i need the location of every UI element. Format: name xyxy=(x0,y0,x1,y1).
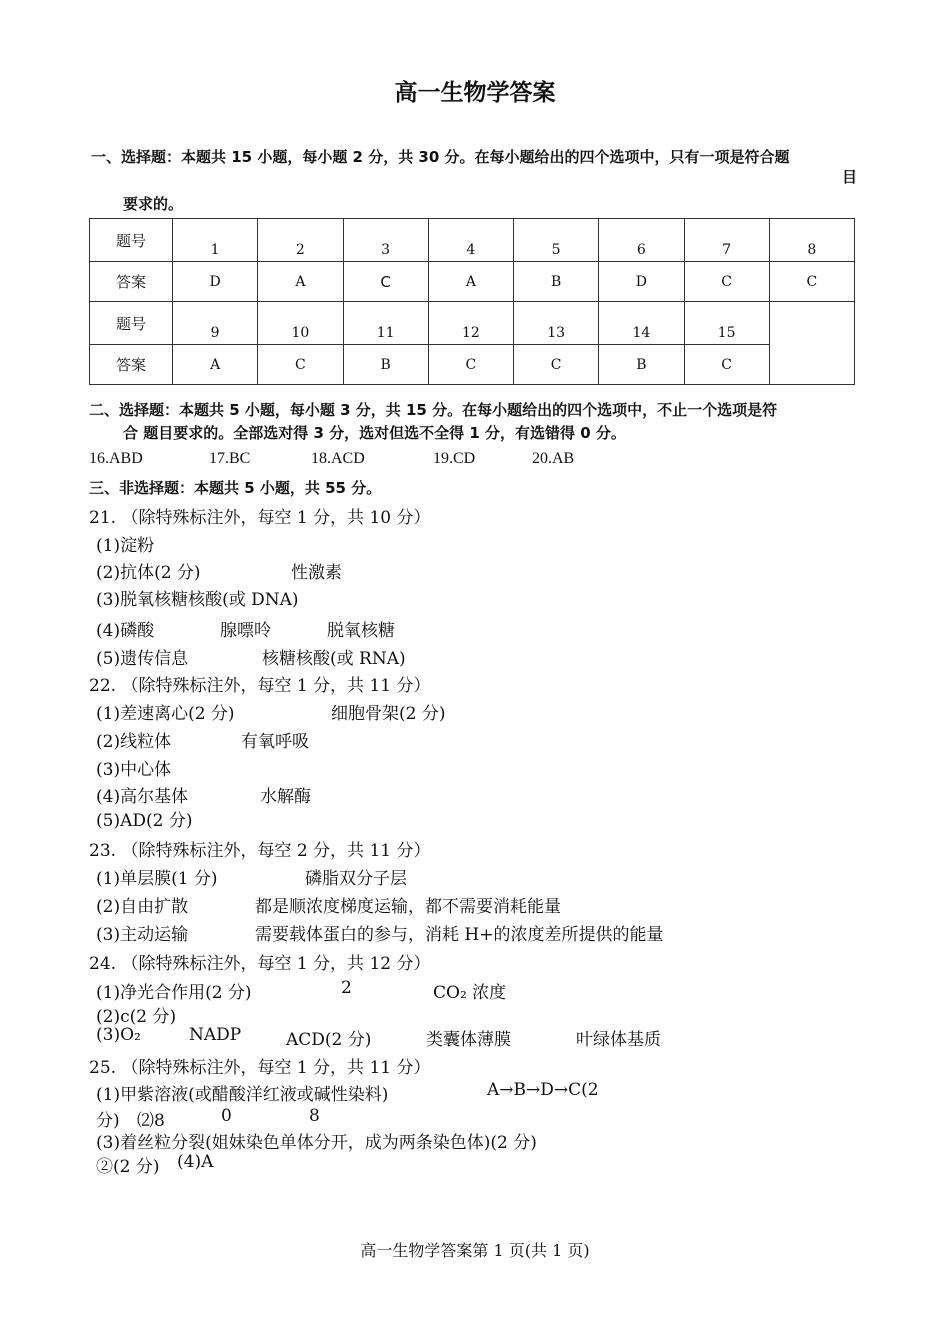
answer-cell: D xyxy=(173,262,258,302)
q22-head: 22. （除特殊标注外，每空 1 分，共 11 分） xyxy=(89,676,431,696)
q23-line: (2)自由扩散 xyxy=(96,897,189,917)
question-number: 9 xyxy=(173,302,258,345)
q21-line: (5)遗传信息 xyxy=(96,649,189,669)
mc-answer: 17.BC xyxy=(209,450,251,467)
q21-line: 性激素 xyxy=(291,563,342,583)
answer-cell: B xyxy=(343,345,428,385)
q22-line: (2)线粒体 xyxy=(96,732,172,752)
section1-line2: 要求的。 xyxy=(123,195,184,213)
mc-answer: 20.AB xyxy=(532,450,575,467)
section2-line1: 二、选择题：本题共 5 小题，每小题 3 分，共 15 分。在每小题给出的四个选项中，不止一个选项是符 xyxy=(89,401,778,419)
answer-cell: C xyxy=(428,345,513,385)
q23-line: 磷脂双分子层 xyxy=(305,869,407,889)
answer-cell: A xyxy=(428,262,513,302)
table-row xyxy=(90,302,855,345)
answer-cell: D xyxy=(599,262,684,302)
q24-line: (1)净光合作用(2 分) xyxy=(96,983,252,1003)
question-number: 7 xyxy=(684,219,769,262)
q21-line: (4)磷酸 xyxy=(96,621,155,641)
row-label: 答案 xyxy=(90,262,173,302)
q24-head: 24. （除特殊标注外，每空 1 分，共 12 分） xyxy=(89,954,431,974)
q23-line: (1)单层膜(1 分) xyxy=(96,869,218,889)
section1-line1: 一、选择题：本题共 15 小题，每小题 2 分，共 30 分。在每小题给出的四个选项中，只有一项是符合题 xyxy=(91,148,790,166)
q22-line: (1)差速离心(2 分) xyxy=(96,704,235,724)
answer-cell: C xyxy=(258,345,343,385)
section3-header: 三、非选择题：本题共 5 小题，共 55 分。 xyxy=(89,479,382,497)
q23-line: (3)主动运输 xyxy=(96,925,189,945)
page-footer: 高一生物学答案第 1 页(共 1 页) xyxy=(360,1241,590,1260)
q25-line: A→B→D→C(2 xyxy=(487,1080,599,1100)
q25-line: 0 xyxy=(221,1106,232,1126)
answer-cell: C xyxy=(684,262,769,302)
table-row xyxy=(90,219,855,262)
answer-cell: B xyxy=(599,345,684,385)
q23-head: 23. （除特殊标注外，每空 2 分，共 11 分） xyxy=(89,841,431,861)
q22-line: (3)中心体 xyxy=(96,760,172,780)
question-number: 10 xyxy=(258,302,343,345)
q25-line: 分) xyxy=(96,1111,120,1131)
q21-line: 脱氧核糖 xyxy=(327,621,395,641)
q24-line: 叶绿体基质 xyxy=(576,1030,661,1050)
q21-line: (3)脱氧核糖核酸(或 DNA) xyxy=(96,590,299,610)
q21-line: (1)淀粉 xyxy=(96,536,155,556)
question-number: 11 xyxy=(343,302,428,345)
q24-line: ACD(2 分) xyxy=(286,1030,372,1050)
q21-line: 核糖核酸(或 RNA) xyxy=(262,649,406,669)
question-number: 12 xyxy=(428,302,513,345)
q25-line: (4)A xyxy=(177,1152,214,1172)
q24-line: NADP xyxy=(189,1025,242,1045)
q25-line: ②(2 分) xyxy=(96,1157,160,1177)
question-number: 8 xyxy=(769,219,854,262)
mc-answer: 19.CD xyxy=(433,450,476,467)
question-number: 6 xyxy=(599,219,684,262)
q23-line: 都是顺浓度梯度运输，都不需要消耗能量 xyxy=(255,897,561,917)
table-row xyxy=(90,345,855,385)
mc-answer: 18.ACD xyxy=(311,450,365,467)
question-number: 5 xyxy=(514,219,599,262)
q24-line: 2 xyxy=(341,978,352,998)
q25-line: 8 xyxy=(309,1106,320,1126)
section1-line1-tail: 目 xyxy=(842,168,858,186)
q24-line: CO₂ 浓度 xyxy=(433,983,507,1003)
q22-line: (5)AD(2 分) xyxy=(96,811,193,831)
answer-cell: C xyxy=(514,345,599,385)
question-number: 2 xyxy=(258,219,343,262)
question-number: 4 xyxy=(428,219,513,262)
q21-line: 腺嘌呤 xyxy=(220,621,271,641)
mc-answer: 16.ABD xyxy=(89,450,143,467)
answer-cell: A xyxy=(173,345,258,385)
answer-cell: C xyxy=(769,262,854,302)
question-number: 15 xyxy=(684,302,769,345)
question-number: 3 xyxy=(343,219,428,262)
q24-line: 类囊体薄膜 xyxy=(426,1030,511,1050)
answer-cell: B xyxy=(514,262,599,302)
q22-line: (4)高尔基体 xyxy=(96,787,189,807)
row-label: 题号 xyxy=(90,219,173,262)
q23-line: 需要载体蛋白的参与，消耗 H+的浓度差所提供的能量 xyxy=(255,925,664,945)
q25-line: (1)甲紫溶液(或醋酸洋红液或碱性染料) xyxy=(96,1085,389,1105)
q21-line: (2)抗体(2 分) xyxy=(96,563,201,583)
q24-line: (3)O₂ xyxy=(96,1025,141,1045)
q25-line: (3)着丝粒分裂(姐妹染色单体分开，成为两条染色体)(2 分) xyxy=(96,1133,537,1153)
q24-line: (2)c(2 分) xyxy=(96,1007,177,1027)
question-number: 14 xyxy=(599,302,684,345)
row-label: 答案 xyxy=(90,345,173,385)
empty-cell xyxy=(769,302,854,385)
answer-cell: C xyxy=(343,262,428,302)
q25-line: ⑵8 xyxy=(137,1111,165,1131)
table-row xyxy=(90,262,855,302)
q22-line: 有氧呼吸 xyxy=(241,732,309,752)
section2-line2: 合 题目要求的。全部选对得 3 分，选对但选不全得 1 分，有选错得 0 分。 xyxy=(123,424,626,442)
q25-head: 25. （除特殊标注外，每空 1 分，共 11 分） xyxy=(89,1058,431,1078)
q22-line: 细胞骨架(2 分) xyxy=(331,704,446,724)
q21-head: 21. （除特殊标注外，每空 1 分，共 10 分） xyxy=(89,508,431,528)
page-title: 高一生物学答案 xyxy=(394,80,556,106)
answer-cell: C xyxy=(684,345,769,385)
q22-line: 水解酶 xyxy=(260,787,311,807)
question-number: 1 xyxy=(173,219,258,262)
question-number: 13 xyxy=(514,302,599,345)
row-label: 题号 xyxy=(90,302,173,345)
answer-table xyxy=(89,218,855,385)
answer-cell: A xyxy=(258,262,343,302)
